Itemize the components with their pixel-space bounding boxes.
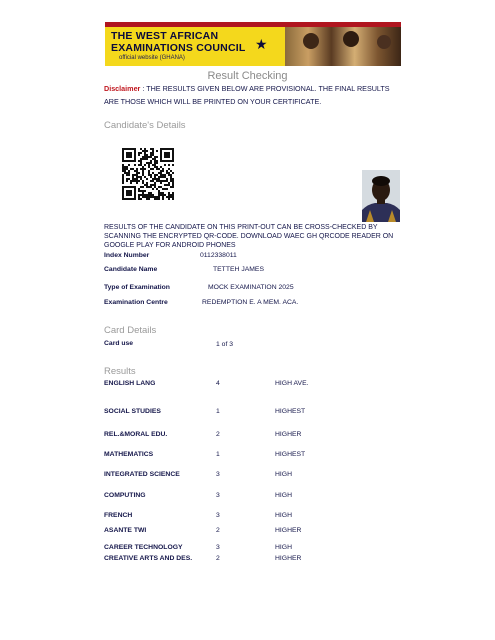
result-remark: HIGH: [275, 492, 292, 499]
result-grade: 3: [216, 544, 220, 551]
banner-line-1: THE WEST AFRICAN: [111, 30, 219, 42]
results-section-title: Results: [104, 366, 136, 377]
result-remark: HIGHEST: [275, 408, 306, 415]
result-subject: SOCIAL STUDIES: [104, 408, 161, 415]
result-grade: 3: [216, 471, 220, 478]
qr-verification-note: RESULTS OF THE CANDIDATE ON THIS PRINT-OUT CAN BE CROSS-CHECKED BY SCANNING THE ENCRYPTED QR-CODE. DOWNLOAD WAEC GH QRCODE READER ON GOOGLE PLAY FOR ANDROID PHONES: [104, 224, 394, 249]
result-subject: ASANTE TWI: [104, 527, 147, 534]
result-grade: 2: [216, 527, 220, 534]
result-subject: MATHEMATICS: [104, 451, 154, 458]
candidate-section-title: Candidate's Details: [104, 120, 186, 131]
card-use-value: 1 of 3: [216, 341, 234, 348]
result-grade: 1: [216, 408, 220, 415]
result-subject: REL.&MORAL EDU.: [104, 431, 168, 438]
candidate-name-label: Candidate Name: [104, 266, 158, 273]
result-remark: HIGH: [275, 471, 292, 478]
result-remark: HIGH: [275, 544, 292, 551]
result-remark: HIGHEST: [275, 451, 306, 458]
index-number-value: 0112338011: [200, 252, 237, 259]
result-grade: 4: [216, 380, 220, 387]
result-grade: 1: [216, 451, 220, 458]
result-remark: HIGH AVE.: [275, 380, 309, 387]
result-subject: INTEGRATED SCIENCE: [104, 471, 180, 478]
result-grade: 2: [216, 555, 220, 562]
result-grade: 2: [216, 431, 220, 438]
waec-banner: [105, 22, 401, 66]
result-grade: 3: [216, 492, 220, 499]
card-section-title: Card Details: [104, 325, 157, 336]
disclaimer: [104, 83, 394, 108]
result-remark: HIGHER: [275, 527, 302, 534]
index-number-label: Index Number: [104, 252, 150, 259]
disclaimer-label: Disclaimer: [104, 84, 141, 93]
result-remark: HIGHER: [275, 431, 302, 438]
result-remark: HIGH: [275, 512, 292, 519]
card-use-label: Card use: [104, 340, 134, 347]
banner-line-3: official website (GHANA): [119, 55, 185, 61]
banner-students-photo: [285, 27, 401, 66]
page-title: Result Checking: [207, 70, 288, 82]
result-remark: HIGHER: [275, 555, 302, 562]
disclaimer-text: : THE RESULTS GIVEN BELOW ARE PROVISIONAL. THE FINAL RESULTS ARE THOSE WHICH WILL BE PRINTED ON YOUR CERTIFICATE.: [104, 84, 390, 106]
banner-line-2: EXAMINATIONS COUNCIL: [111, 42, 246, 54]
exam-type-value: MOCK EXAMINATION 2025: [208, 284, 294, 291]
exam-centre-value: REDEMPTION E. A MEM. ACA.: [202, 299, 299, 306]
result-subject: FRENCH: [104, 512, 133, 519]
result-subject: COMPUTING: [104, 492, 146, 499]
qr-code-icon: [122, 148, 174, 200]
exam-centre-label: Examination Centre: [104, 299, 168, 306]
candidate-photo: [362, 170, 400, 222]
exam-type-label: Type of Examination: [104, 284, 170, 291]
result-subject: CREATIVE ARTS AND DES.: [104, 555, 193, 562]
result-subject: CAREER TECHNOLOGY: [104, 544, 183, 551]
result-grade: 3: [216, 512, 220, 519]
result-subject: ENGLISH LANG: [104, 380, 156, 387]
candidate-name-value: TETTEH JAMES: [213, 266, 264, 273]
star-icon: ★: [255, 36, 268, 52]
